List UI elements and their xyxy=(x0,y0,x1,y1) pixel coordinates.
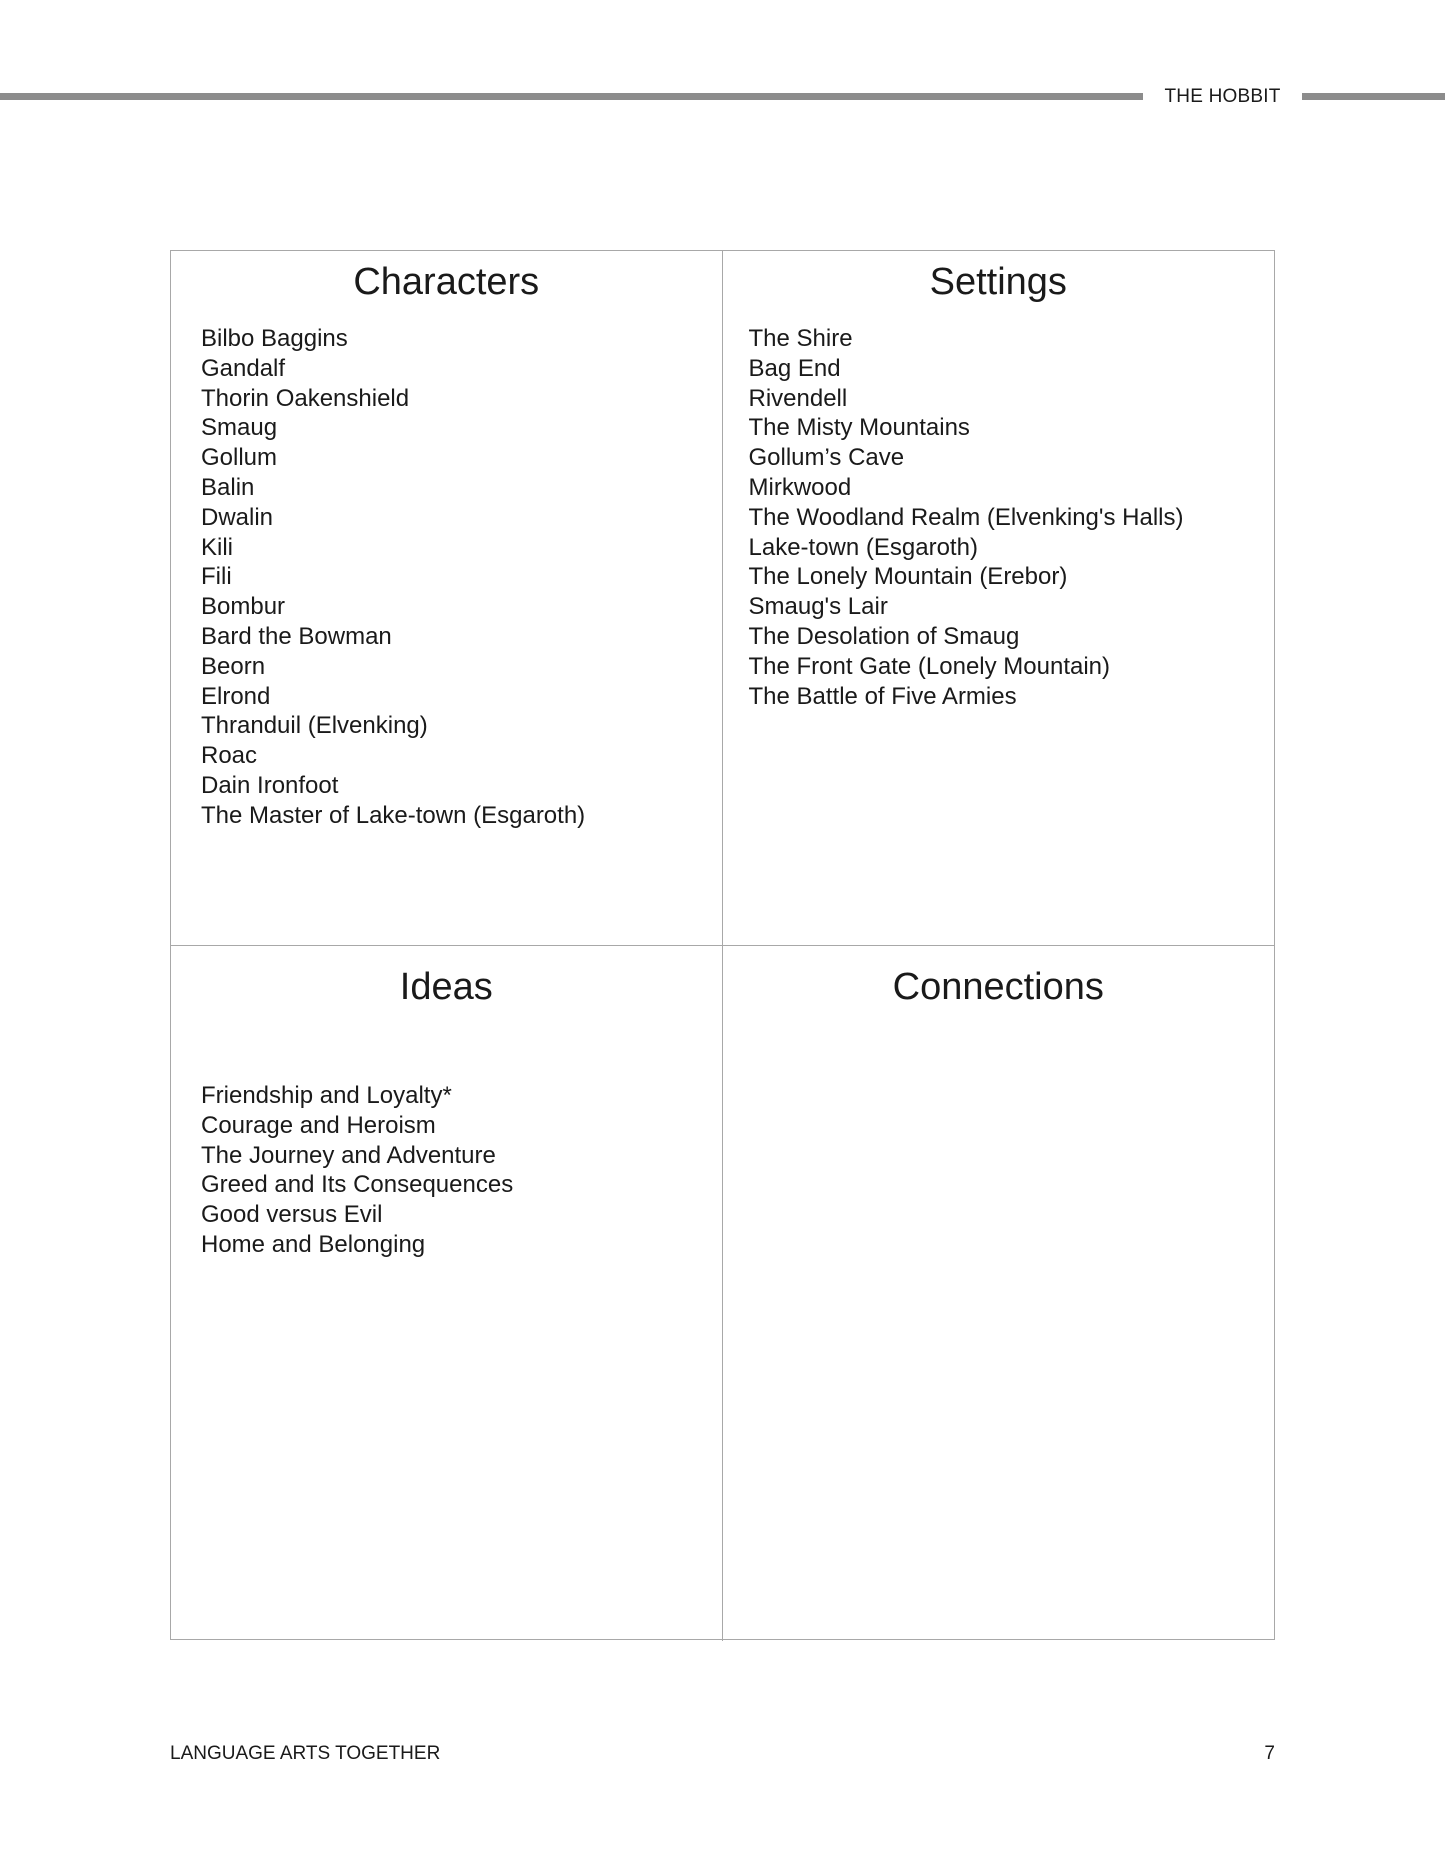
ideas-list xyxy=(201,1081,712,1260)
character-item: Roac xyxy=(201,742,258,770)
connections-heading: Connections xyxy=(892,966,1104,1008)
character-item: Thorin Oakenshield xyxy=(201,384,410,412)
character-item: Thranduil (Elvenking) xyxy=(201,712,428,740)
setting-item: The Woodland Realm (Elvenking's Halls) xyxy=(748,503,1184,531)
characters-list xyxy=(201,324,712,831)
footer-series-title: LANGUAGE ARTS TOGETHER xyxy=(170,1743,441,1764)
setting-item: Gollum’s Cave xyxy=(748,444,905,472)
character-item: Bilbo Baggins xyxy=(201,325,348,352)
header-rule-left xyxy=(0,93,1143,100)
connections-quadrant xyxy=(723,946,1275,1641)
idea-item: The Journey and Adventure xyxy=(201,1141,496,1169)
idea-item: Friendship and Loyalty* xyxy=(201,1082,452,1109)
character-item: Fili xyxy=(201,563,232,591)
setting-item: Mirkwood xyxy=(748,473,852,501)
setting-item: The Misty Mountains xyxy=(748,414,970,442)
setting-item: Rivendell xyxy=(748,384,848,412)
idea-item: Greed and Its Consequences xyxy=(201,1171,514,1199)
settings-heading: Settings xyxy=(929,261,1067,303)
setting-item: Lake-town (Esgaroth) xyxy=(748,533,978,561)
ideas-heading: Ideas xyxy=(399,966,493,1008)
character-item: Dain Ironfoot xyxy=(201,771,339,799)
idea-item: Good versus Evil xyxy=(201,1201,383,1229)
character-item: Kili xyxy=(201,533,234,561)
header-rule-right xyxy=(1302,93,1445,100)
characters-quadrant xyxy=(171,251,723,946)
idea-item: Courage and Heroism xyxy=(201,1111,436,1139)
ideas-quadrant xyxy=(171,946,723,1641)
character-item: The Master of Lake-town (Esgaroth) xyxy=(201,801,586,829)
idea-item: Home and Belonging xyxy=(201,1230,426,1258)
organizer-grid xyxy=(170,250,1275,1640)
running-header: THE HOBBIT xyxy=(1164,86,1281,107)
setting-item: The Shire xyxy=(748,325,853,352)
character-item: Gandalf xyxy=(201,354,286,382)
setting-item: The Front Gate (Lonely Mountain) xyxy=(748,652,1111,680)
setting-item: The Desolation of Smaug xyxy=(748,622,1020,650)
character-item: Smaug xyxy=(201,414,278,442)
character-item: Bombur xyxy=(201,593,286,621)
character-item: Bard the Bowman xyxy=(201,622,392,650)
setting-item: Bag End xyxy=(748,354,841,382)
characters-heading: Characters xyxy=(353,261,540,303)
setting-item: The Lonely Mountain (Erebor) xyxy=(748,563,1068,591)
character-item: Gollum xyxy=(201,444,278,472)
character-item: Dwalin xyxy=(201,503,274,531)
character-item: Beorn xyxy=(201,652,266,680)
page-number: 7 xyxy=(1264,1743,1275,1764)
character-item: Elrond xyxy=(201,682,271,710)
settings-quadrant xyxy=(723,251,1275,946)
setting-item: Smaug's Lair xyxy=(748,593,888,621)
character-item: Balin xyxy=(201,473,255,501)
setting-item: The Battle of Five Armies xyxy=(748,682,1017,710)
settings-list xyxy=(749,324,1265,711)
